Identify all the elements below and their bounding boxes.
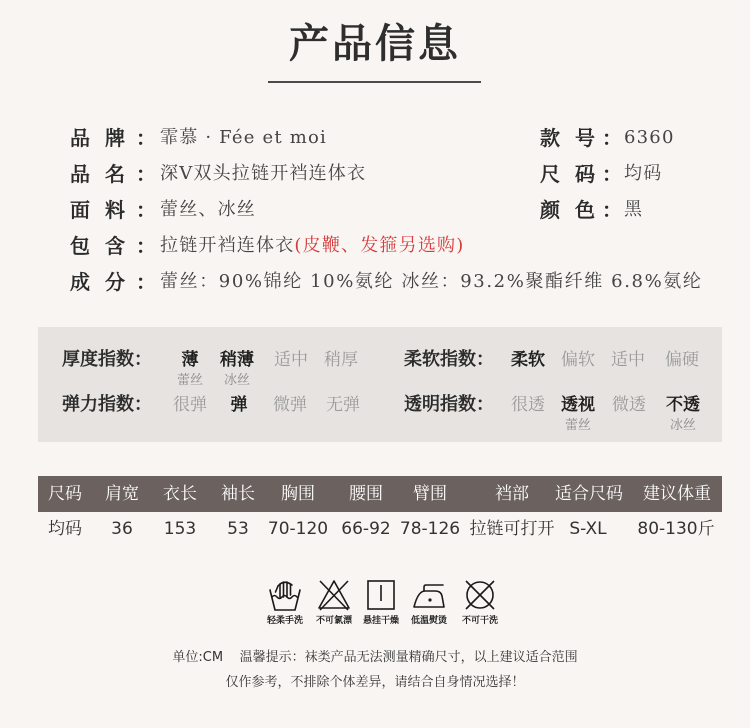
- brand-label: 品 牌: [70, 126, 125, 150]
- style-number-colon: ：: [602, 126, 622, 150]
- includes-colon: ：: [136, 234, 156, 258]
- table-header-cell: 腰围: [349, 484, 383, 504]
- title-underline: [268, 81, 481, 83]
- table-cell: 66-92: [341, 519, 391, 539]
- option-text: 很弹: [173, 395, 207, 415]
- option-text: 弹: [230, 395, 248, 415]
- option-text: 柔软: [511, 350, 545, 370]
- thickness-index-label: 厚度指数：: [62, 349, 152, 370]
- table-cell: 36: [111, 519, 133, 539]
- page-title: 产品信息: [289, 20, 461, 67]
- fabric-label: 面 料: [70, 198, 125, 222]
- no-bleach-icon: [316, 577, 352, 613]
- table-header-cell: 臂围: [413, 484, 447, 504]
- transparency-option-opaque: [655, 395, 711, 434]
- table-header-cell: 建议体重: [643, 484, 711, 504]
- brand-value: 霏慕 · Fée et moi: [160, 127, 327, 148]
- low-iron-label: 低温熨烫: [410, 616, 447, 626]
- table-cell: 53: [227, 519, 249, 539]
- fabric-colon: ：: [136, 198, 156, 222]
- option-note: 冰丝: [669, 418, 696, 433]
- composition-label: 成 分: [70, 270, 125, 294]
- option-note: 冰丝: [223, 373, 250, 388]
- composition-colon: ：: [136, 270, 156, 294]
- color-colon: ：: [602, 198, 622, 222]
- table-header-cell: 肩宽: [105, 484, 139, 504]
- option-text: 薄: [181, 350, 199, 370]
- info-row-5: [0, 264, 750, 300]
- hand-wash-label: 轻柔手洗: [266, 616, 303, 626]
- no-dry-clean-icon: [462, 577, 498, 613]
- table-cell: 拉链可打开: [469, 519, 555, 539]
- transparency-index-label: 透明指数：: [404, 394, 494, 415]
- table-cell: 153: [163, 519, 197, 539]
- includes-value-group: [160, 228, 464, 264]
- product-name-label: 品 名: [70, 162, 125, 186]
- table-header-cell: 适合尺码: [555, 484, 623, 504]
- table-header-cell: 裆部: [495, 484, 529, 504]
- fabric-index-panel: [38, 327, 722, 442]
- includes-value: 拉链开裆连体衣: [160, 235, 295, 256]
- option-text: 稍厚: [324, 350, 358, 370]
- elasticity-option-slight: [262, 395, 318, 415]
- option-text: 偏软: [561, 350, 595, 370]
- option-text: 偏硬: [665, 350, 699, 370]
- option-text: 很透: [511, 395, 545, 415]
- elasticity-option-stretchy: [211, 395, 267, 415]
- table-cell: 78-126: [399, 519, 461, 539]
- color-value: 黑: [624, 199, 644, 220]
- hang-dry-icon: [363, 577, 399, 613]
- table-cell: 均码: [48, 519, 82, 539]
- thickness-option-slightly-thick: [313, 350, 369, 370]
- includes-note: (皮鞭、发箍另选购): [294, 235, 465, 256]
- info-row-4: [0, 228, 750, 264]
- softness-option-rather-soft: [550, 350, 606, 370]
- softness-option-rather-hard: [654, 350, 710, 370]
- option-text: 适中: [274, 350, 308, 370]
- footer-note-line-1: 单位:CM 温馨提示：袜类产品无法测量精确尺寸，以上建议适合范围: [172, 650, 578, 665]
- option-text: 稍薄: [220, 350, 254, 370]
- product-name-colon: ：: [136, 162, 156, 186]
- option-text: 适中: [611, 350, 645, 370]
- elasticity-index-label: 弹力指数：: [62, 394, 152, 415]
- includes-label: 包 含: [70, 234, 125, 258]
- style-number-label: 款 号: [540, 126, 595, 150]
- brand-colon: ：: [136, 126, 156, 150]
- fabric-value: 蕾丝、冰丝: [160, 199, 256, 220]
- option-note: 蕾丝: [564, 418, 591, 433]
- style-number-value: 6360: [624, 127, 675, 148]
- table-header-cell: 袖长: [221, 484, 255, 504]
- transparency-option-very-sheer: [500, 395, 556, 415]
- no-dry-clean-label: 不可干洗: [461, 616, 498, 626]
- footer-note-line-2: 仅作参考，不排除个体差异，请结合自身情况选择！: [225, 675, 525, 690]
- table-cell: S-XL: [569, 519, 607, 539]
- softness-option-medium: [600, 350, 656, 370]
- info-row-3: [0, 192, 750, 228]
- table-cell: 80-130斤: [637, 519, 715, 539]
- low-iron-icon: [411, 577, 447, 613]
- size-value: 均码: [624, 163, 663, 184]
- option-note: 蕾丝: [176, 373, 203, 388]
- transparency-option-see-through: [550, 395, 606, 434]
- table-header-cell: 尺码: [48, 484, 82, 504]
- size-label: 尺 码: [540, 162, 595, 186]
- elasticity-option-very-stretchy: [162, 395, 218, 415]
- option-text: 微弹: [273, 395, 307, 415]
- composition-value: 蕾丝：90%锦纶 10%氨纶 冰丝：93.2%聚酯纤维 6.8%氨纶: [160, 271, 703, 292]
- info-row-1: [0, 120, 750, 156]
- table-header-cell: 胸围: [281, 484, 315, 504]
- hang-dry-label: 悬挂干燥: [362, 616, 399, 626]
- thickness-option-medium: [263, 350, 319, 370]
- hand-wash-icon: [267, 577, 303, 613]
- thickness-option-slightly-thin: [209, 350, 265, 389]
- size-colon: ：: [602, 162, 622, 186]
- table-header-cell: 衣长: [163, 484, 197, 504]
- option-text: 透视: [561, 395, 595, 415]
- color-label: 颜 色: [540, 198, 595, 222]
- no-bleach-label: 不可氯漂: [315, 616, 352, 626]
- product-name-value: 深V双头拉链开裆连体衣: [160, 163, 367, 184]
- info-row-2: [0, 156, 750, 192]
- transparency-option-slightly-sheer: [601, 395, 657, 415]
- elasticity-option-none: [315, 395, 371, 415]
- option-text: 不透: [666, 395, 700, 415]
- option-text: 微透: [612, 395, 646, 415]
- table-cell: 70-120: [267, 519, 329, 539]
- softness-option-soft: [500, 350, 556, 370]
- softness-index-label: 柔软指数：: [404, 349, 494, 370]
- option-text: 无弹: [326, 395, 360, 415]
